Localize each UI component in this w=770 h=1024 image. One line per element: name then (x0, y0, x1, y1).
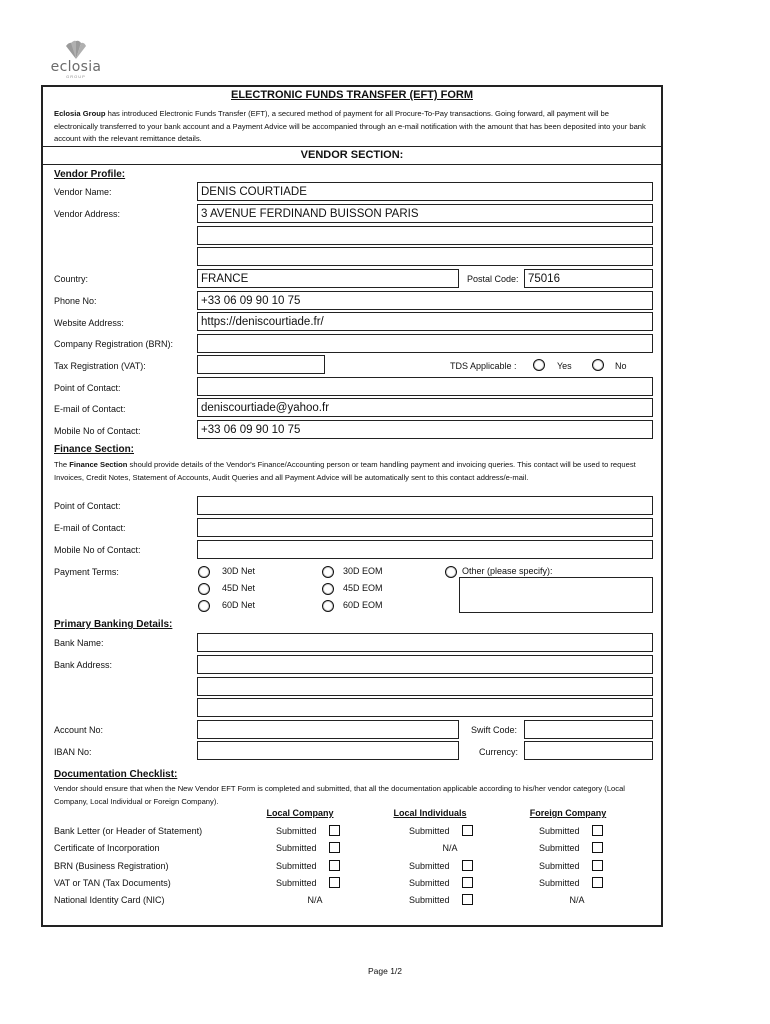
checkbox[interactable] (592, 877, 603, 888)
phone-label: Phone No: (54, 296, 97, 306)
checkbox[interactable] (462, 894, 473, 905)
vendor-address-line2[interactable] (197, 226, 653, 245)
vat-label: Tax Registration (VAT): (54, 361, 146, 371)
country-field[interactable]: FRANCE (197, 269, 459, 288)
terms-other-label: Other (please specify): (462, 566, 553, 576)
iban-field[interactable] (197, 741, 459, 760)
payment-terms-label: Payment Terms: (54, 567, 119, 577)
tds-yes-label: Yes (557, 361, 572, 371)
website-field[interactable]: https://deniscourtiade.fr/ (197, 312, 653, 331)
email-field[interactable]: deniscourtiade@yahoo.fr (197, 398, 653, 417)
banking-heading: Primary Banking Details: (54, 619, 173, 630)
brn-field[interactable] (197, 334, 653, 353)
finance-email-label: E-mail of Contact: (54, 523, 126, 533)
vendor-section-title: VENDOR SECTION: (300, 149, 404, 161)
bank-address-line2[interactable] (197, 677, 653, 696)
finance-email-field[interactable] (197, 518, 653, 537)
currency-field[interactable] (524, 741, 653, 760)
checklist-cell: N/A (442, 843, 458, 853)
bank-address-label: Bank Address: (54, 660, 113, 670)
checklist-cell: Submitted (276, 878, 317, 888)
checklist-row-label: Certificate of Incorporation (54, 843, 160, 853)
finance-description (54, 459, 654, 484)
checklist-cell: Submitted (409, 895, 450, 905)
email-label: E-mail of Contact: (54, 404, 126, 414)
tds-no-radio[interactable] (592, 359, 604, 371)
finance-mobile-field[interactable] (197, 540, 653, 559)
checklist-cell: Submitted (276, 826, 317, 836)
terms-45d-eom-radio[interactable] (322, 583, 334, 595)
checkbox[interactable] (329, 877, 340, 888)
checklist-row-label: Bank Letter (or Header of Statement) (54, 826, 203, 836)
bank-address-line3[interactable] (197, 698, 653, 717)
checklist-cell: N/A (307, 895, 323, 905)
contact-field[interactable] (197, 377, 653, 396)
checklist-description: Vendor should ensure that when the New Vendor EFT Form is completed and submitted, that all the documentation applicable according to his/her vendor category (Local Company, Local Individual or Foreign Company). (54, 784, 625, 806)
website-label: Website Address: (54, 318, 124, 328)
page-number: Page 1/2 (367, 966, 403, 976)
intro-text: has introduced Electronic Funds Transfer (EFT), a secured method of payment for all Procure-To-Pay transactions. Going forward, all payment will be electronically transferred to your bank account and a Payment Advice will be accompanied through an e-mail notification with the amount that has been deposited into your bank account with the relevant remittance details. (54, 109, 646, 143)
checklist-cell: N/A (569, 895, 585, 905)
terms-30d-eom-radio[interactable] (322, 566, 334, 578)
divider-line (43, 164, 661, 165)
finance-mobile-label: Mobile No of Contact: (54, 545, 141, 555)
logo-name: eclosia (50, 59, 102, 75)
checklist-cell: Submitted (409, 861, 450, 871)
account-label: Account No: (54, 725, 104, 735)
checklist-row-label: BRN (Business Registration) (54, 861, 169, 871)
checklist-cell: Submitted (539, 843, 580, 853)
checklist-cell: Submitted (276, 861, 317, 871)
intro-company: Eclosia Group (54, 109, 106, 118)
terms-30d-eom-label: 30D EOM (343, 566, 383, 576)
col-local-company: Local Company (266, 808, 334, 818)
contact-label: Point of Contact: (54, 383, 121, 393)
checkbox[interactable] (329, 842, 340, 853)
finance-contact-label: Point of Contact: (54, 501, 121, 511)
bank-address-line1[interactable] (197, 655, 653, 674)
phone-field[interactable]: +33 06 09 90 10 75 (197, 291, 653, 310)
shell-logo-icon (63, 40, 89, 60)
vendor-address-line3[interactable] (197, 247, 653, 266)
form-title: ELECTRONIC FUNDS TRANSFER (EFT) FORM (231, 89, 473, 101)
bank-name-field[interactable] (197, 633, 653, 652)
vendor-address-line1[interactable]: 3 AVENUE FERDINAND BUISSON PARIS (197, 204, 653, 223)
checklist-row-label: VAT or TAN (Tax Documents) (54, 878, 171, 888)
vendor-name-label: Vendor Name: (54, 187, 112, 197)
mobile-field[interactable]: +33 06 09 90 10 75 (197, 420, 653, 439)
checkbox[interactable] (592, 860, 603, 871)
terms-45d-net-radio[interactable] (198, 583, 210, 595)
terms-45d-eom-label: 45D EOM (343, 583, 383, 593)
postal-code-field[interactable]: 75016 (524, 269, 653, 288)
swift-label: Swift Code: (471, 725, 518, 735)
checkbox[interactable] (329, 860, 340, 871)
vendor-address-label: Vendor Address: (54, 209, 121, 219)
company-logo (45, 40, 107, 80)
finance-desc-post: should provide details of the Vendor's Finance/Accounting person or team handling payment and invoicing queries. This contact will be used to request Invoices, Credit Notes, Statement of Accounts, Audit Queries and all Payment Advice will be automatically sent to this contact address/e-mail. (54, 460, 636, 482)
checkbox[interactable] (462, 825, 473, 836)
terms-30d-net-label: 30D Net (222, 566, 256, 576)
terms-60d-net-label: 60D Net (222, 600, 256, 610)
checkbox[interactable] (462, 877, 473, 888)
finance-desc-pre: The (54, 460, 70, 469)
country-label: Country: (54, 274, 89, 284)
finance-section-heading: Finance Section: (54, 444, 135, 455)
tds-yes-radio[interactable] (533, 359, 545, 371)
form-intro (54, 108, 654, 146)
iban-label: IBAN No: (54, 747, 92, 757)
checkbox[interactable] (329, 825, 340, 836)
col-local-individuals: Local Individuals (393, 808, 467, 818)
finance-contact-field[interactable] (197, 496, 653, 515)
checklist-cell: Submitted (539, 878, 580, 888)
checklist-cell: Submitted (539, 826, 580, 836)
checklist-cell: Submitted (409, 878, 450, 888)
col-foreign-company: Foreign Company (529, 808, 607, 818)
account-field[interactable] (197, 720, 459, 739)
mobile-label: Mobile No of Contact: (54, 426, 141, 436)
tds-label: TDS Applicable : (450, 361, 517, 371)
currency-label: Currency: (479, 747, 519, 757)
vat-field[interactable] (197, 355, 325, 374)
checklist-cell: Submitted (539, 861, 580, 871)
vendor-name-field[interactable]: DENIS COURTIADE (197, 182, 653, 201)
bank-name-label: Bank Name: (54, 638, 104, 648)
checklist-cell: Submitted (409, 826, 450, 836)
checkbox[interactable] (592, 842, 603, 853)
terms-60d-eom-radio[interactable] (322, 600, 334, 612)
postal-code-label: Postal Code: (467, 274, 519, 284)
tds-no-label: No (615, 361, 627, 371)
brn-label: Company Registration (BRN): (54, 339, 174, 349)
vendor-profile-heading: Vendor Profile: (54, 169, 126, 180)
terms-30d-net-radio[interactable] (198, 566, 210, 578)
checkbox[interactable] (462, 860, 473, 871)
terms-other-radio[interactable] (445, 566, 457, 578)
logo-subtitle: GROUP (66, 74, 86, 79)
swift-field[interactable] (524, 720, 653, 739)
divider-line (43, 146, 661, 147)
terms-60d-eom-label: 60D EOM (343, 600, 383, 610)
terms-other-field[interactable] (459, 577, 653, 613)
terms-45d-net-label: 45D Net (222, 583, 256, 593)
terms-60d-net-radio[interactable] (198, 600, 210, 612)
finance-desc-bold: Finance Section (69, 460, 128, 469)
checklist-cell: Submitted (276, 843, 317, 853)
checklist-row-label: National Identity Card (NIC) (54, 895, 165, 905)
checklist-heading: Documentation Checklist: (54, 769, 178, 780)
checkbox[interactable] (592, 825, 603, 836)
